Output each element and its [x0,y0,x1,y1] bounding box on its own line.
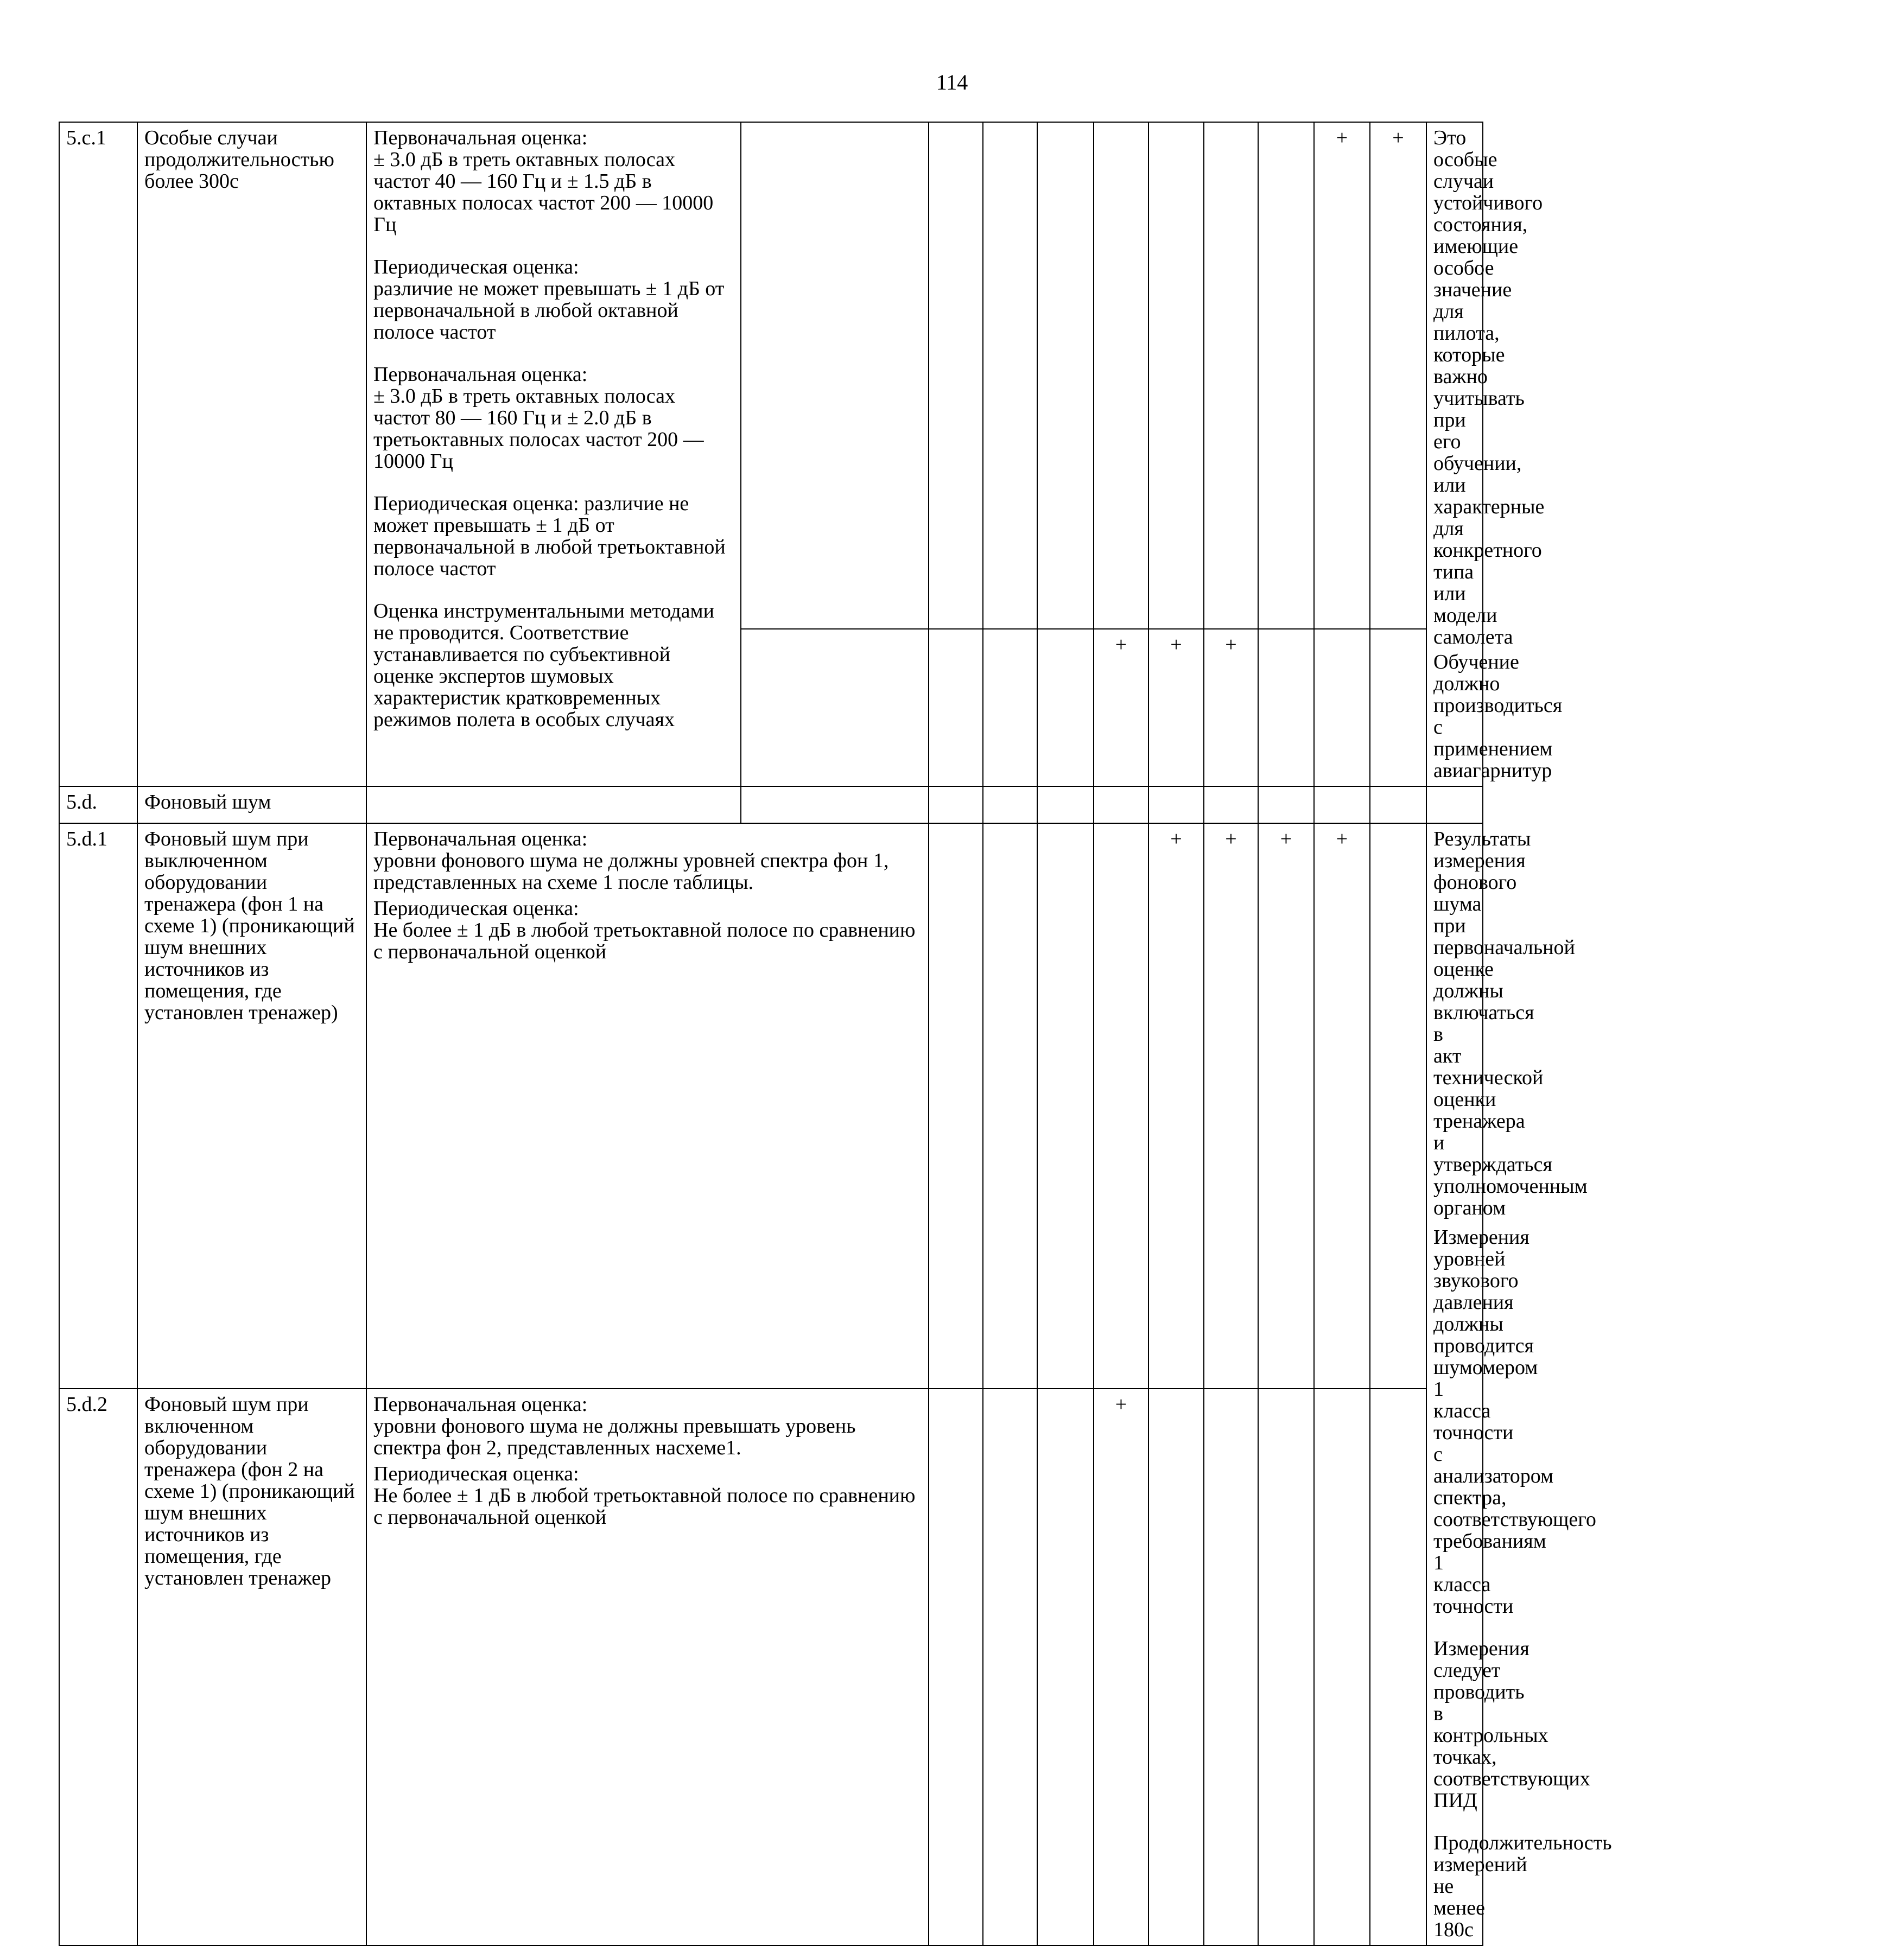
mark-cell: + [1148,629,1204,786]
table-row [59,122,1904,629]
note-paragraph: Это особые случаи устойчивого состояния, имеющие особое значение для пилота, которые важно учитывать при его обучении, или характерные для конкретного типа или модели самолета [1433,126,1545,648]
mark-cell [983,786,1037,823]
mark-cell [983,629,1037,786]
requirement-paragraph: Первоначальная оценка: ± 3.0 дБ в треть октавных полосах частот 80 — 160 Гц и ± 2.0 дБ в третьоктавных полосах частот 200 —10000 Гц [373,363,704,473]
requirement-paragraph: Оценка инструментальными методами не проводится. Соответствие устанавливается по субъективной оценке экспертов шумовых характеристик кратковременных режимов полета в особых случаях [373,600,714,731]
mark-cell [1314,1389,1370,1945]
mark-cell [1314,786,1370,823]
mark-cell: + [1314,122,1370,629]
mark-cell [1258,786,1314,823]
mark-cell [1148,786,1204,823]
row-requirements [366,122,741,786]
requirement-paragraph: Периодическая оценка: Не более ± 1 дБ в любой третьоктавной полосе по сравнению с первоначальной оценкой [373,897,916,963]
row-requirements [366,786,741,823]
mark-cell: + [1204,629,1258,786]
row-id: 5.d. [59,786,137,823]
requirement-paragraph: Первоначальная оценка: уровни фонового шума не должны уровней спектра фон 1, представленных на схеме 1 после таблицы. [373,828,889,894]
row-title: Фоновый шум при выключенном оборудовании тренажера (фон 1 на схеме 1) (проникающий шум внешних источников из помещения, где установлен тренажер) [137,823,366,1389]
table-row [59,786,1904,823]
mark-cell: + [1204,823,1258,1389]
row-notes [1426,786,1483,823]
mark-cell [983,1389,1037,1945]
requirement-paragraph: Периодическая оценка: различие не может превышать ± 1 дБ от первоначальной в любой третьоктавной полосе частот [373,492,726,580]
mark-cell [1370,823,1426,1389]
mark-cell [1148,122,1204,629]
row-notes [1426,122,1563,786]
mark-cell [1370,786,1426,823]
row-title: Особые случаи продолжительностью более 300с [137,122,366,786]
mark-cell: + [1314,823,1370,1389]
note-paragraph: Измерения уровней звукового давления должны проводится шумомером 1 класса точности с анализатором спектра, соответствующего требованиям 1 класса точности [1433,1226,1596,1618]
mark-cell [1148,1389,1204,1945]
mark-cell [1037,122,1094,629]
mark-cell [929,786,983,823]
mark-cell: + [1258,823,1314,1389]
mark-cell [741,786,929,823]
row-id: 5.c.1 [59,122,137,786]
mark-cell [1204,122,1258,629]
mark-cell [1204,786,1258,823]
table-row [59,823,1904,1389]
note-paragraph: Обучение должно производиться с применением авиагарнитур [1433,651,1563,782]
mark-cell [929,629,983,786]
mark-cell [1314,629,1370,786]
mark-cell [741,122,929,629]
row-requirements [366,823,929,1389]
row-requirements [366,1389,929,1945]
mark-cell [1094,786,1148,823]
mark-cell [1370,629,1426,786]
row-notes [1426,823,1612,1945]
mark-cell: + [1094,1389,1148,1945]
note-paragraph: Продолжительность измерений не менее 180с [1433,1831,1612,1941]
mark-cell [1094,122,1148,629]
requirement-paragraph: Периодическая оценка: Не более ± 1 дБ в любой третьоктавной полосе по сравнению с первоначальной оценкой [373,1462,916,1529]
mark-cell [1258,1389,1314,1945]
row-id: 5.d.2 [59,1389,137,1945]
mark-cell [1037,786,1094,823]
mark-cell [1204,1389,1258,1945]
row-title: Фоновый шум при включенном оборудовании тренажера (фон 2 на схеме 1) (проникающий шум внешних источников из помещения, где установлен тренажер [137,1389,366,1945]
note-paragraph: Результаты измерения фонового шума при первоначальной оценке должны включаться в акт технической оценки тренажера и утверждаться уполномоченным органом [1433,828,1588,1219]
requirement-paragraph: Периодическая оценка: различие не может превышать ± 1 дБ от первоначальной в любой октавной полосе частот [373,256,725,344]
requirement-paragraph: Первоначальная оценка: ± 3.0 дБ в треть октавных полосах частот 40 — 160 Гц и ± 1.5 дБ в октавных полосах частот 200 — 10000 Гц [373,126,714,236]
mark-cell [929,1389,983,1945]
page-number: 114 [936,70,968,94]
row-id: 5.d.1 [59,823,137,1389]
mark-cell [1037,1389,1094,1945]
mark-cell [1258,122,1314,629]
mark-cell [1037,629,1094,786]
requirements-table [59,122,1904,1946]
mark-cell [929,823,983,1389]
mark-cell [1094,823,1148,1389]
mark-cell: + [1148,823,1204,1389]
mark-cell [983,122,1037,629]
mark-cell [741,629,929,786]
row-title: Фоновый шум [137,786,366,823]
mark-cell [929,122,983,629]
note-paragraph: Измерения следует проводить в контрольных точках, соответствующих ПИД [1433,1637,1590,1812]
mark-cell [1037,823,1094,1389]
mark-cell: + [1370,122,1426,629]
mark-cell [1258,629,1314,786]
requirement-paragraph: Первоначальная оценка: уровни фонового шума не должны превышать уровень спектра фон 2, представленных насхеме1. [373,1392,856,1459]
mark-cell: + [1094,629,1148,786]
mark-cell [983,823,1037,1389]
mark-cell [1370,1389,1426,1945]
table-row [59,1389,1904,1945]
